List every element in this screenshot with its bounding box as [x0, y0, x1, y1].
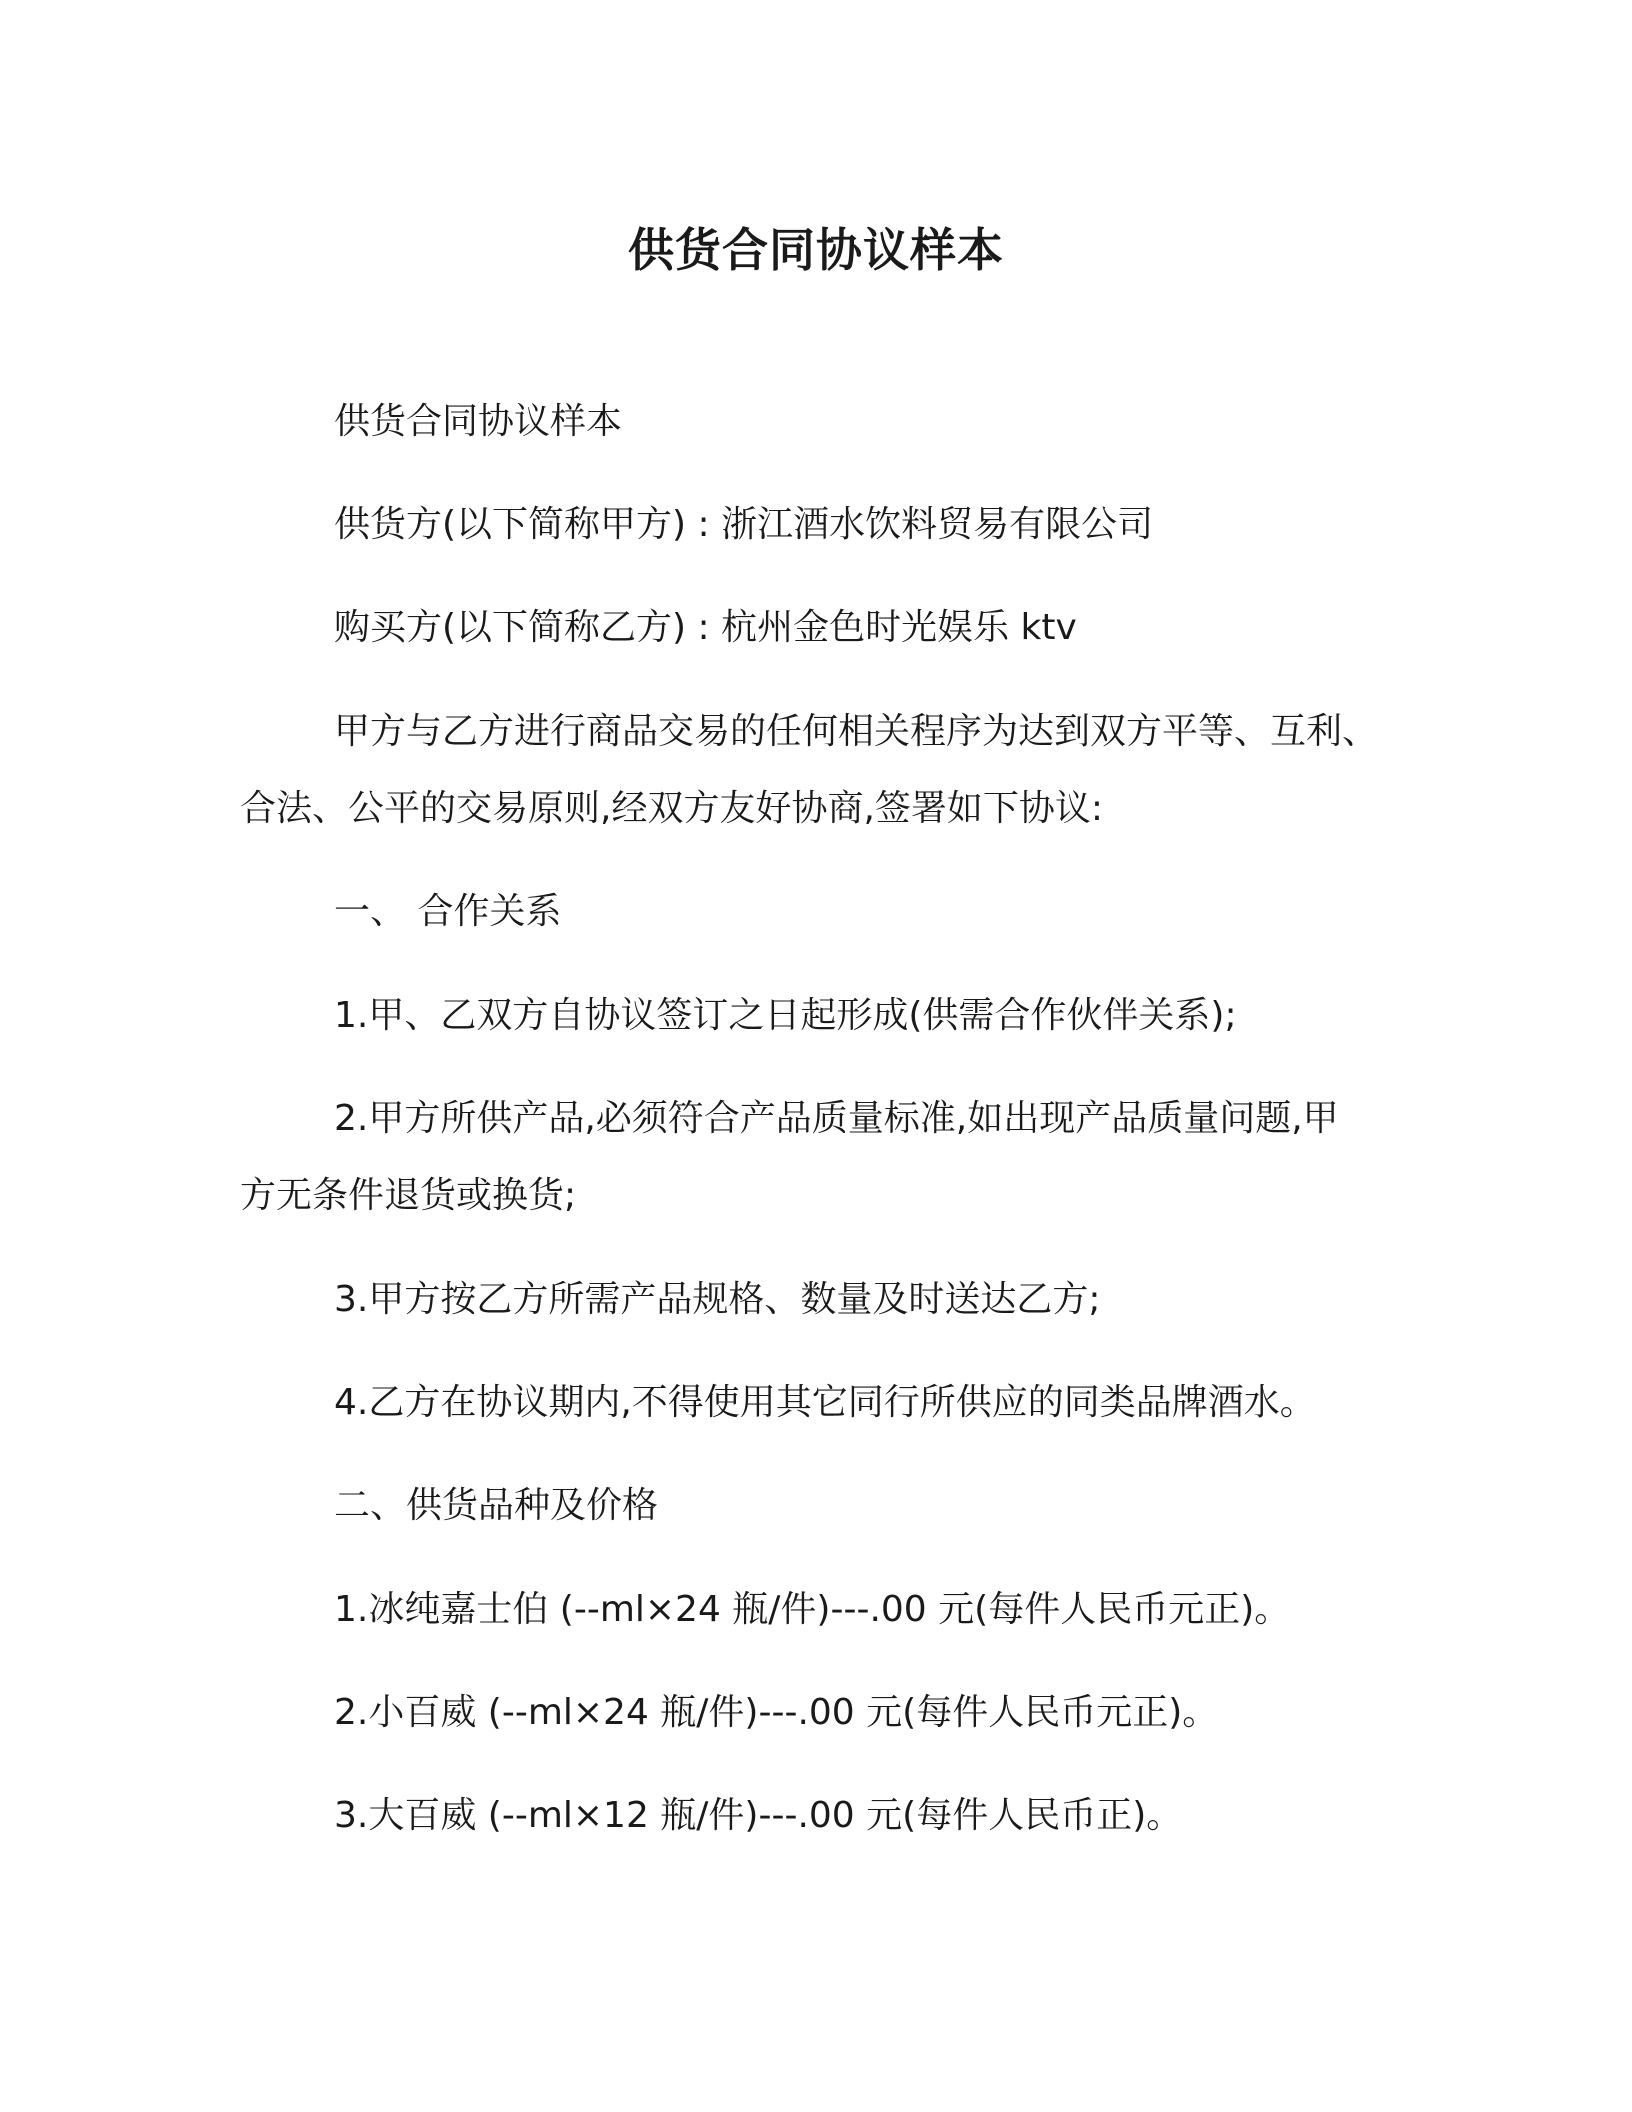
clause-1-1: 1.甲、乙双方自协议签订之日起形成(供需合作伙伴关系);: [334, 995, 1237, 1036]
product-item-1: 1.冰纯嘉士伯 (--ml×24 瓶/件)---.00 元(每件人民币元正)。: [334, 1589, 1291, 1630]
clause-1-2-line-2: 方无条件退货或换货;: [240, 1175, 577, 1216]
clause-1-2-line-1: 2.甲方所供产品,必须符合产品质量标准,如出现产品质量问题,甲: [334, 1098, 1339, 1139]
clause-1-3: 3.甲方按乙方所需产品规格、数量及时送达乙方;: [334, 1279, 1101, 1320]
document-title: 供货合同协议样本: [628, 223, 1004, 277]
product-item-2: 2.小百威 (--ml×24 瓶/件)---.00 元(每件人民币元正)。: [334, 1692, 1219, 1733]
section-heading-cooperation: 一、 合作关系: [334, 891, 562, 932]
clause-1-4: 4.乙方在协议期内,不得使用其它同行所供应的同类品牌酒水。: [334, 1382, 1316, 1423]
paragraph-intro-line-1: 甲方与乙方进行商品交易的任何相关程序为达到双方平等、互利、: [334, 711, 1379, 752]
paragraph-supplier: 供货方(以下简称甲方) : 浙江酒水饮料贸易有限公司: [334, 504, 1154, 545]
paragraph-intro-line-2: 合法、公平的交易原则,经双方友好协商,签署如下协议:: [240, 788, 1104, 829]
paragraph-subtitle: 供货合同协议样本: [334, 401, 623, 442]
section-heading-products: 二、供货品种及价格: [334, 1485, 659, 1526]
paragraph-buyer: 购买方(以下简称乙方) : 杭州金色时光娱乐 ktv: [334, 607, 1077, 648]
product-item-3: 3.大百威 (--ml×12 瓶/件)---.00 元(每件人民币正)。: [334, 1795, 1183, 1836]
